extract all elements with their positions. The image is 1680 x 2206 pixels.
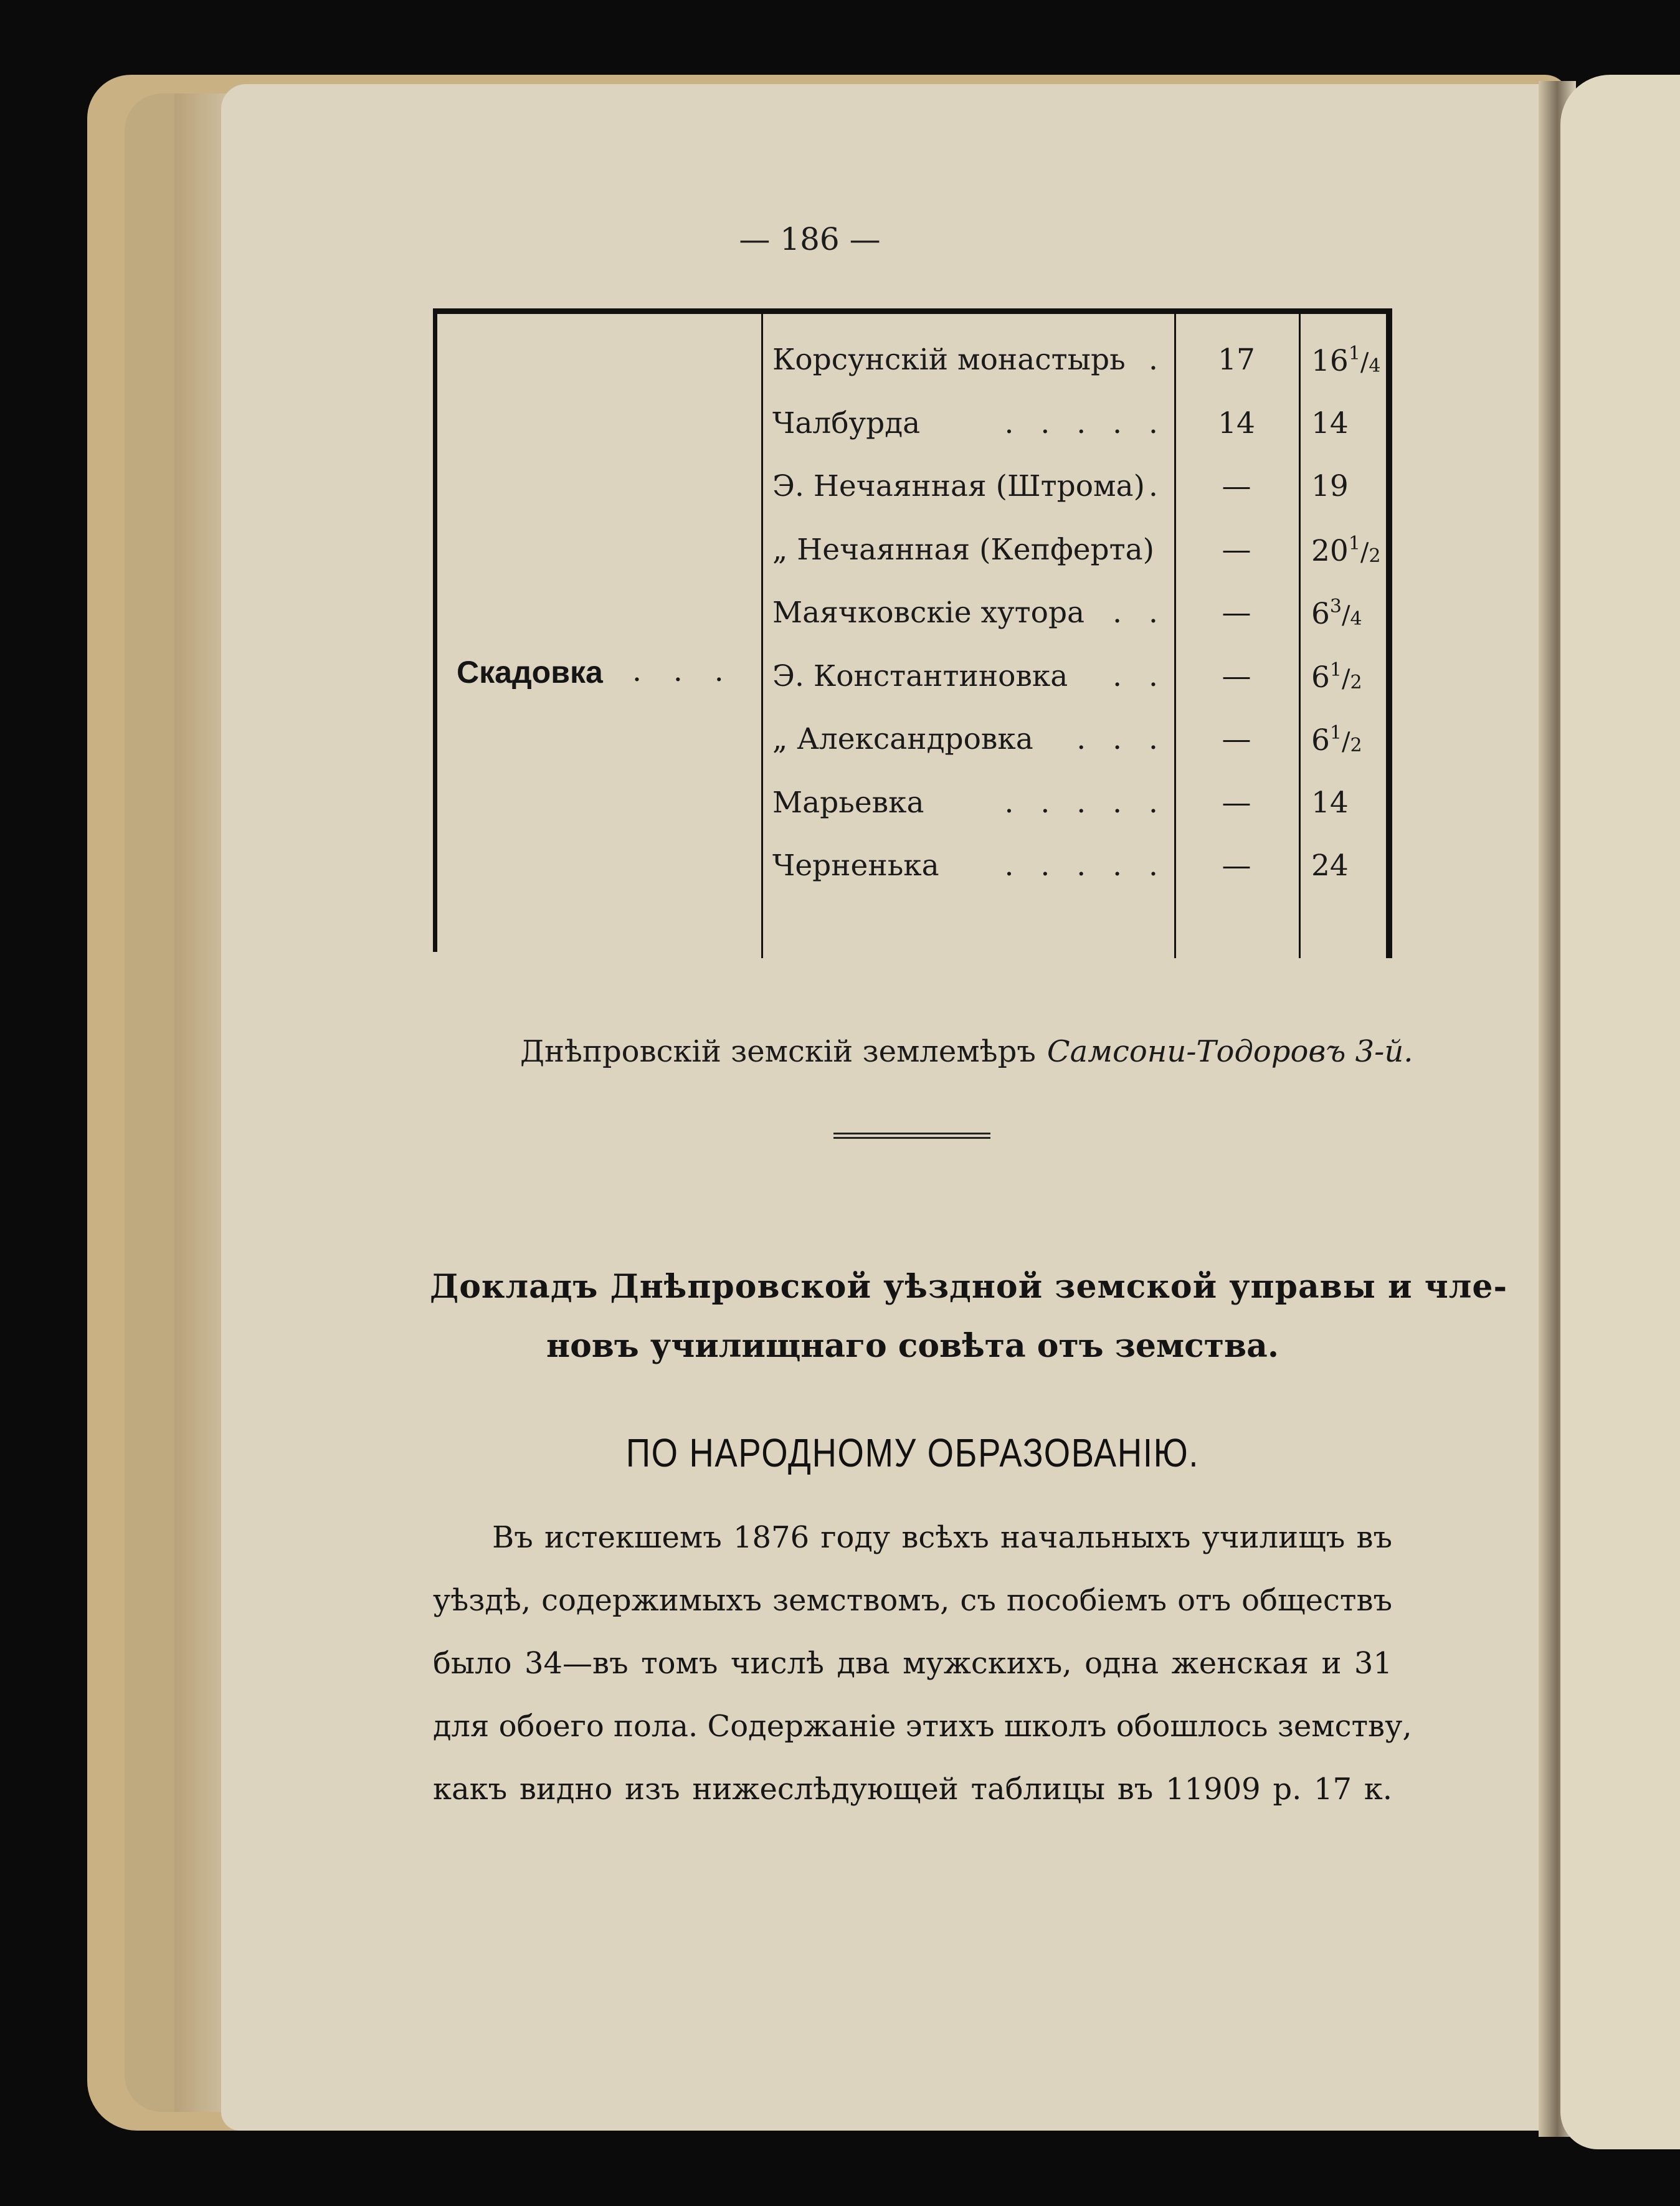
fraction-numerator: 1 <box>1348 532 1360 554</box>
value-column-1: — <box>1222 722 1251 756</box>
body-line: Въ истекшемъ 1876 году всѣхъ начальныхъ училищъ въ <box>492 1520 1392 1555</box>
table-row <box>433 533 1392 595</box>
section-title: ПО НАРОДНОМУ ОБРАЗОВАНІЮ. <box>625 1430 1200 1475</box>
value-column-2: $16^1/_4$ <box>1311 343 1381 378</box>
fraction-denominator: 2 <box>1350 671 1362 693</box>
value-whole: 6 <box>1311 597 1330 631</box>
value-column-1: — <box>1222 532 1251 567</box>
leader-dots: . . . <box>1076 722 1167 756</box>
value-whole: 16 <box>1311 344 1349 378</box>
distance-table <box>433 308 1392 959</box>
value-column-2: $6^1/_2$ <box>1311 722 1362 758</box>
value-whole: 14 <box>1311 785 1349 820</box>
signature-name: Самсони-Тодоровъ 3-й. <box>1046 1034 1413 1069</box>
fraction-denominator: 2 <box>1369 544 1381 567</box>
table-row <box>433 343 1392 405</box>
body-line: какъ видно изъ нижеслѣдующей таблицы въ 11909 р. 17 к. <box>433 1772 1392 1807</box>
leader-dots: . <box>1149 343 1167 377</box>
fraction-denominator: 4 <box>1369 355 1381 377</box>
value-whole: 6 <box>1311 723 1330 758</box>
signature-text: Днѣпровскій земскій землемѣръ <box>520 1034 1036 1069</box>
village-name: „ Нечаянная (Кепферта) <box>772 532 1154 567</box>
village-name: Э. Нечаянная (Штрома) <box>772 469 1145 503</box>
report-heading-line-1: Докладъ Днѣпровской уѣздной земской управы и чле- <box>430 1268 1508 1306</box>
table-row <box>433 849 1392 911</box>
fraction-numerator: 3 <box>1329 596 1342 617</box>
report-heading-line-2: новъ училищнаго совѣта отъ земства. <box>546 1327 1279 1365</box>
value-column-1: — <box>1222 785 1251 820</box>
village-name: Черненька <box>772 849 939 883</box>
value-whole: 24 <box>1311 849 1349 883</box>
village-name: „ Александровка <box>772 722 1033 756</box>
value-column-1: 17 <box>1218 343 1255 377</box>
next-page-edge <box>1560 75 1680 2149</box>
table-row <box>433 596 1392 658</box>
leader-dots: . . <box>1113 658 1167 693</box>
value-column-1: — <box>1222 469 1251 503</box>
value-column-1: — <box>1222 658 1251 693</box>
value-column-1: — <box>1222 849 1251 883</box>
value-column-2 <box>1311 786 1349 820</box>
leader-dots: . . . . . <box>1004 849 1167 883</box>
value-whole: 6 <box>1311 660 1330 695</box>
table-row <box>433 722 1392 784</box>
fraction-denominator: 2 <box>1350 735 1362 756</box>
body-line: уѣздѣ, содержимыхъ земствомъ, съ пособіемъ отъ обществъ <box>433 1583 1392 1618</box>
leader-dots: . . <box>1113 596 1167 630</box>
table-row <box>433 406 1392 468</box>
value-column-2: $6^1/_2$ <box>1311 658 1362 695</box>
table-row <box>433 786 1392 848</box>
value-whole: 19 <box>1311 469 1349 503</box>
leader-dots: . . . . . <box>1004 406 1167 440</box>
value-column-2: $6^3/_4$ <box>1311 596 1362 631</box>
village-name: Э. Константиновка <box>772 658 1068 693</box>
value-column-2: $20^1/_2$ <box>1311 532 1381 568</box>
leader-dots: . <box>1149 469 1167 503</box>
table-top-rule <box>433 308 1392 314</box>
village-name: Марьевка <box>772 785 924 820</box>
fraction-numerator: 1 <box>1329 722 1342 744</box>
table-row <box>433 659 1392 721</box>
value-whole: 20 <box>1311 533 1349 568</box>
village-name: Маячковскіе хутора <box>772 596 1085 630</box>
fraction-denominator: 4 <box>1350 608 1362 630</box>
fraction-numerator: 1 <box>1348 343 1360 364</box>
body-line: было 34—въ томъ числѣ два мужскихъ, одна женская и 31 <box>433 1646 1392 1681</box>
signature-line <box>520 1034 1413 1069</box>
value-column-2 <box>1311 406 1349 440</box>
value-column-2 <box>1311 469 1349 503</box>
value-column-1: — <box>1222 596 1251 630</box>
value-column-2 <box>1311 849 1349 883</box>
page-number: — 186 — <box>739 221 881 257</box>
value-whole: 14 <box>1311 406 1349 440</box>
table-row <box>433 469 1392 531</box>
village-name: Чалбурда <box>772 406 921 440</box>
station-name: Скадовка <box>457 655 603 690</box>
leader-dots: . . . . . <box>1004 785 1167 820</box>
body-line: для обоего пола. Содержаніе этихъ школъ обошлось земству, <box>433 1709 1412 1744</box>
fraction-numerator: 1 <box>1329 658 1342 681</box>
village-name: Корсунскій монастырь <box>772 343 1126 377</box>
section-divider <box>833 1133 990 1141</box>
value-column-1: 14 <box>1218 406 1255 440</box>
station-leader-dots: . . . <box>632 654 735 688</box>
